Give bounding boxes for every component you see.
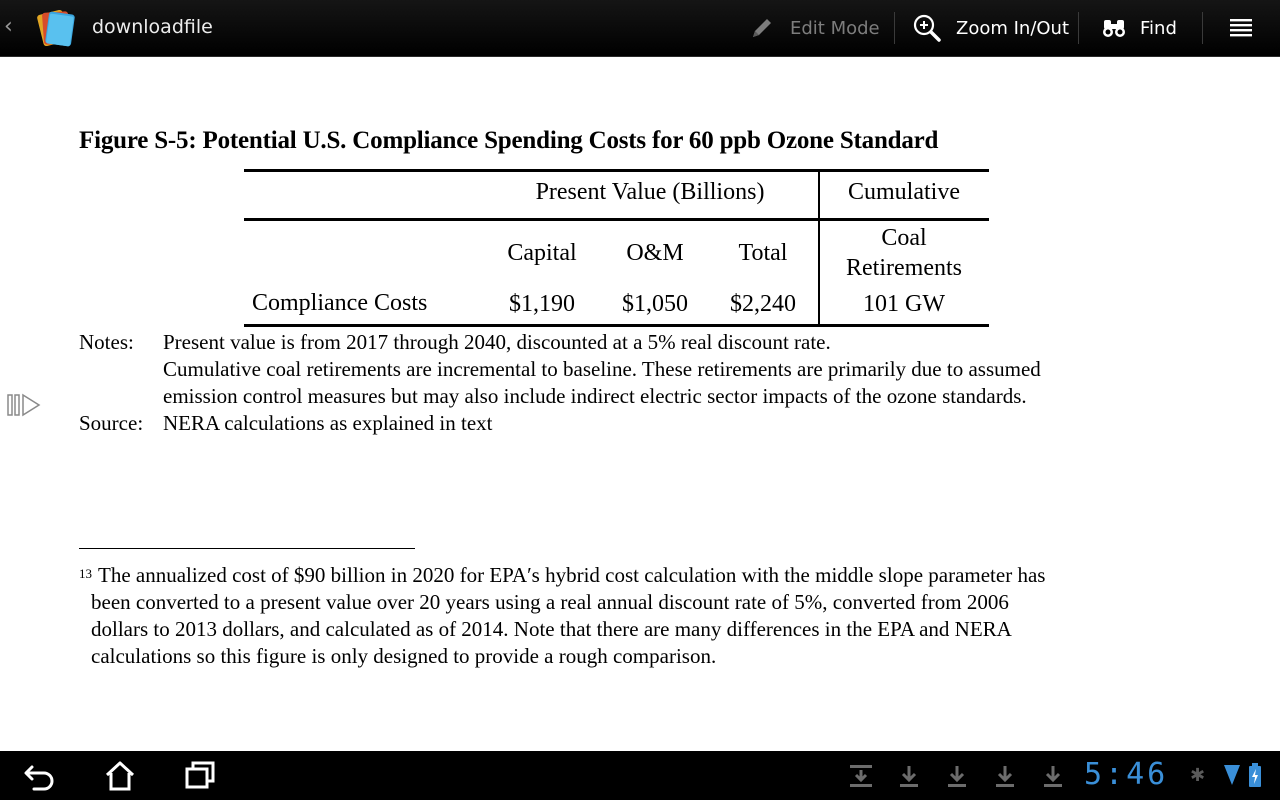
divider xyxy=(894,12,895,44)
value-coal: 101 GW xyxy=(863,291,945,317)
notes-line: emission control measures but may also include indirect electric sector impacts of the ozone standards. xyxy=(163,384,1027,408)
signal-icon xyxy=(1222,763,1242,787)
notes-label: Notes: xyxy=(79,330,134,354)
battery-icon xyxy=(1248,763,1262,787)
value-om: $1,050 xyxy=(622,291,688,317)
zoom-icon xyxy=(912,13,942,43)
col-capital: Capital xyxy=(507,240,577,266)
clock[interactable]: 5:46 xyxy=(1084,757,1169,792)
zoom-label: Zoom In/Out xyxy=(956,17,1070,39)
table-top-rule xyxy=(244,169,989,172)
page-handle-icon[interactable] xyxy=(6,391,42,419)
header-cumulative: Cumulative xyxy=(848,179,960,205)
col-retirements: Retirements xyxy=(846,255,962,281)
footnote-line: The annualized cost of $90 billion in 2020 for EPA′s hybrid cost calculation with the middle slope parameter has xyxy=(98,563,1046,587)
find-label: Find xyxy=(1140,17,1177,39)
overflow-menu-icon[interactable] xyxy=(1228,16,1254,40)
col-total: Total xyxy=(738,240,788,266)
download-icon[interactable] xyxy=(946,763,968,789)
divider xyxy=(1202,12,1203,44)
back-chevron-icon[interactable]: ‹ xyxy=(4,14,13,39)
footnote-line: calculations so this figure is only designed to provide a rough comparison. xyxy=(91,644,717,668)
system-bar xyxy=(0,751,1280,800)
cost-table xyxy=(244,169,989,327)
divider xyxy=(1078,12,1079,44)
download-icon[interactable] xyxy=(848,763,874,789)
footnote-line: dollars to 2013 dollars, and calculated as of 2014. Note that there are many differences in the EPA and NERA xyxy=(91,617,1012,641)
notes-line: Present value is from 2017 through 2040, discounted at a 5% real discount rate. xyxy=(163,330,831,354)
value-total: $2,240 xyxy=(730,291,796,317)
footnote-line: been converted to a present value over 20 years using a real annual discount rate of 5%, converted from 2006 xyxy=(91,590,1009,614)
notes-line: Cumulative coal retirements are incremental to baseline. These retirements are primarily due to assumed xyxy=(163,357,1041,381)
zoom-button[interactable] xyxy=(912,0,1069,56)
figure-title: Figure S-5: Potential U.S. Compliance Spending Costs for 60 ppb Ozone Standard xyxy=(79,127,939,154)
download-icon[interactable] xyxy=(898,763,920,789)
header-present-value: Present Value (Billions) xyxy=(535,179,765,205)
footnote xyxy=(79,562,1179,670)
recent-apps-icon[interactable] xyxy=(184,759,216,791)
table-bottom-rule xyxy=(244,324,989,327)
find-button[interactable] xyxy=(1102,0,1177,56)
footnote-separator xyxy=(79,548,415,549)
source-label: Source: xyxy=(79,411,144,435)
app-title: downloadfile xyxy=(92,16,213,38)
binoculars-icon xyxy=(1102,17,1126,39)
footnote-number: 13 xyxy=(79,566,92,581)
pencil-icon xyxy=(748,14,776,42)
col-om: O&M xyxy=(626,240,684,266)
download-icon[interactable] xyxy=(1042,763,1064,789)
col-coal: Coal xyxy=(881,225,927,251)
document-page[interactable] xyxy=(0,57,1280,751)
row-label: Compliance Costs xyxy=(252,290,428,316)
source-text: NERA calculations as explained in text xyxy=(163,411,493,435)
download-icon[interactable] xyxy=(994,763,1016,789)
action-bar xyxy=(0,0,1280,57)
table-header-rule xyxy=(244,218,989,221)
edit-mode-button[interactable] xyxy=(748,0,880,56)
value-capital: $1,190 xyxy=(509,291,575,317)
home-icon[interactable] xyxy=(104,759,136,791)
app-logo-icon[interactable] xyxy=(28,6,78,50)
back-nav-icon[interactable] xyxy=(22,759,56,791)
bluetooth-icon: ✱ xyxy=(1190,765,1206,786)
table-vertical-rule xyxy=(818,169,820,327)
edit-mode-label: Edit Mode xyxy=(790,17,880,39)
